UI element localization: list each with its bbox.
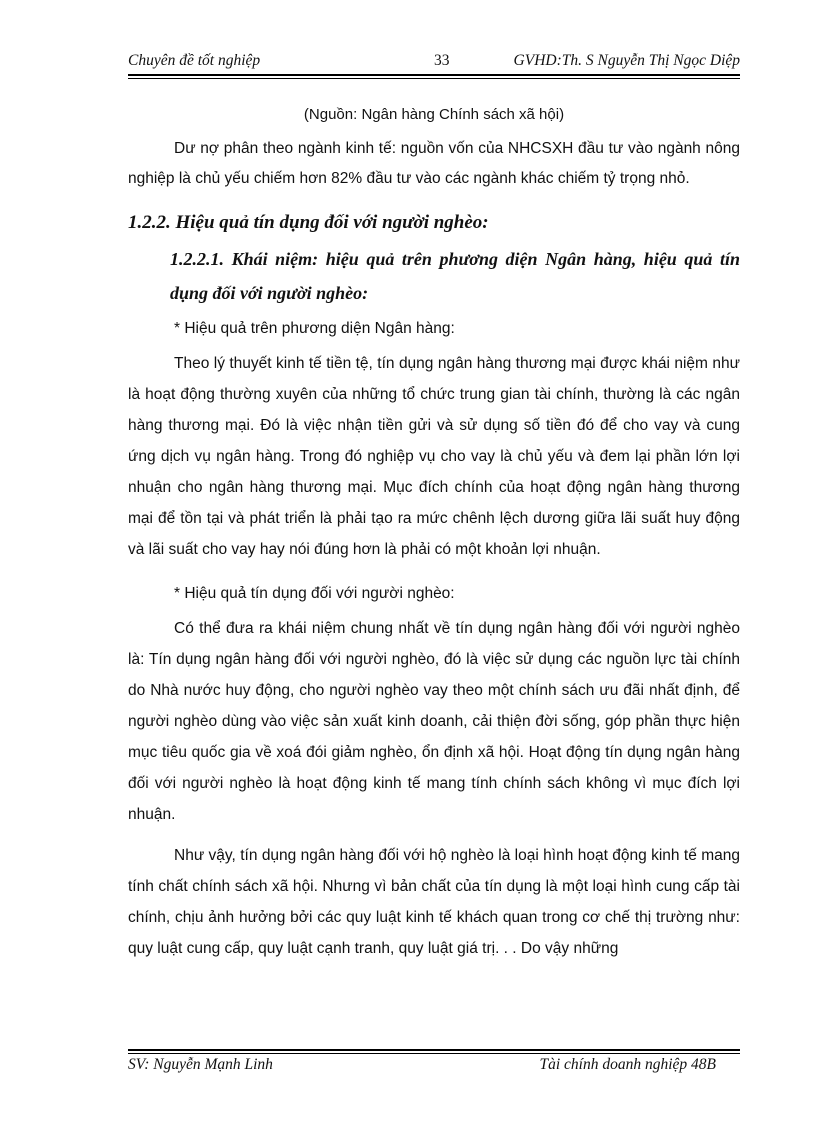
paragraph-conclusion: Như vậy, tín dụng ngân hàng đối với hộ nghèo là loại hình hoạt động kinh tế mang tính chất chính sách xã hội. Nhưng vì bản chất của tín dụng là một loại hình cung cấp tài chính, chịu ảnh hưởng bởi các quy luật kinh tế khách quan trong cơ chế thị trường như: quy luật cung cấp, quy luật cạnh tranh, quy luật giá trị. . . Do vậy những [128, 847, 740, 957]
footer-class: Tài chính doanh nghiệp 48B [539, 1056, 716, 1073]
page-number: 33 [434, 52, 450, 69]
paragraph-bank-efficiency: Theo lý thuyết kinh tế tiền tệ, tín dụng ngân hàng thương mại được khái niệm như là hoạt động thường xuyên của những tổ chức trung gian tài chính, thường là các ngân hàng thương mại. Đó là việc nhận tiền gửi và sử dụng số tiền đó để cho vay và cung ứng dịch vụ ngân hàng. Trong đó nghiệp vụ cho vay là chủ yếu và đem lại phần lớn lợi nhuận cho ngân hàng thương mại. Mục đích chính của hoạt động ngân hàng thương mại để tồn tại và phát triển là phải tạo ra mức chênh lệch dương giữa lãi suất huy động và lãi suất cho vay hay nói đúng hơn là phải có một khoản lợi nhuận. [128, 355, 740, 558]
page-body [128, 104, 740, 964]
footer-rule-thin [128, 1053, 740, 1054]
footer-student: SV: Nguyễn Mạnh Linh [128, 1056, 273, 1073]
intro-paragraph: Dư nợ phân theo ngành kinh tế: nguồn vốn của NHCSXH đầu tư vào ngành nông nghiệp là chủ yếu chiếm hơn 82% đầu tư vào các ngành khác chiếm tỷ trọng nhỏ. [128, 140, 740, 187]
bullet-bank-efficiency: * Hiệu quả trên phương diện Ngân hàng: [174, 320, 455, 337]
footer-rule [128, 1049, 740, 1051]
source-note: (Nguồn: Ngân hàng Chính sách xã hội) [303, 106, 565, 123]
bullet-poor-efficiency: * Hiệu quả tín dụng đối với người nghèo: [174, 585, 455, 602]
paragraph-poor-efficiency: Có thể đưa ra khái niệm chung nhất về tín dụng ngân hàng đối với người nghèo là: Tín dụng ngân hàng đối với người nghèo, đó là việc sử dụng các nguồn lực tài chính do Nhà nước huy động, cho người nghèo vay theo một chính sách ưu đãi nhất định, để người nghèo dùng vào việc sản xuất kinh doanh, cải thiện đời sống, góp phần thực hiện mục tiêu quốc gia về xoá đói giảm nghèo, ổn định xã hội. Hoạt động tín dụng ngân hàng đối với người nghèo là hoạt động kinh tế mang tính chính sách không vì mục đích lợi nhuận. [128, 620, 740, 823]
header-rule [128, 74, 740, 76]
header-document-type: Chuyên đề tốt nghiệp [128, 52, 261, 69]
header-rule-thin [128, 78, 740, 79]
subsection-heading: 1.2.2.1. Khái niệm: hiệu quả trên phương diện Ngân hàng, hiệu quả tín dụng đối với người nghèo: [170, 249, 740, 303]
page-header [128, 52, 740, 74]
page-footer [128, 1056, 716, 1078]
header-supervisor: GVHD:Th. S Nguyễn Thị Ngọc Diệp [513, 52, 740, 69]
section-heading: 1.2.2. Hiệu quả tín dụng đối với người nghèo: [128, 212, 489, 233]
